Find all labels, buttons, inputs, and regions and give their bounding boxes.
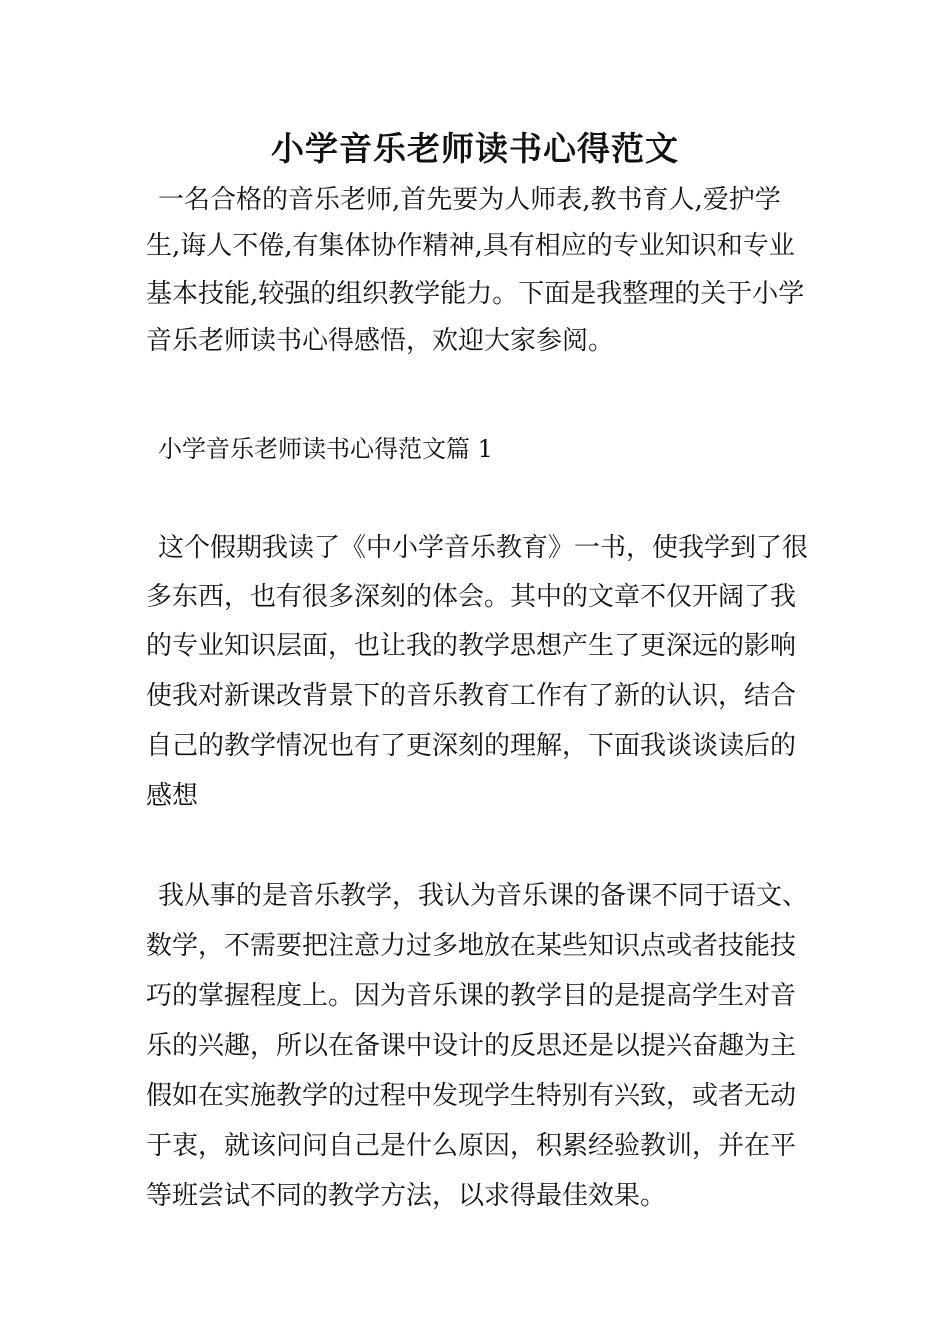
paragraph-line: 使我对新课改背景下的音乐教育工作有了新的认识，结合 (146, 681, 797, 711)
paragraph-line: 等班尝试不同的教学方法，以求得最佳效果。 (146, 1181, 667, 1211)
intro-line: 生,诲人不倦,有集体协作精神,具有相应的专业知识和专业 (146, 231, 795, 261)
paragraph-line: 乐的兴趣，所以在备课中设计的反思还是以提兴奋趣为主 (146, 1031, 797, 1061)
paragraph-line: 数学，不需要把注意力过多地放在某些知识点或者技能技 (146, 931, 797, 961)
paragraph-line: 的专业知识层面，也让我的教学思想产生了更深远的影响 (146, 631, 797, 661)
paragraph-line: 我从事的是音乐教学，我认为音乐课的备课不同于语文、 (158, 881, 809, 911)
paragraph-line: 假如在实施教学的过程中发现学生特别有兴致，或者无动 (146, 1081, 797, 1111)
paragraph-line: 这个假期我读了《中小学音乐教育》一书，使我学到了很 (158, 533, 809, 563)
intro-line: 基本技能,较强的组织教学能力。下面是我整理的关于小学 (146, 279, 805, 309)
paragraph-line: 感想 (146, 781, 199, 811)
paragraph-line: 多东西，也有很多深刻的体会。其中的文章不仅开阔了我 (146, 582, 797, 612)
intro-line: 音乐老师读书心得感悟，欢迎大家参阅。 (146, 326, 615, 356)
intro-line: 一名合格的音乐老师,首先要为人师表,教书育人,爱护学 (158, 185, 781, 215)
section-heading: 小学音乐老师读书心得范文篇 1 (158, 435, 493, 463)
paragraph-line: 自己的教学情况也有了更深刻的理解，下面我谈谈读后的 (146, 731, 797, 761)
document-title: 小学音乐老师读书心得范文 (271, 129, 679, 168)
paragraph-line: 于衷，就该问问自己是什么原因，积累经验教训，并在平 (146, 1131, 797, 1161)
paragraph-line: 巧的掌握程度上。因为音乐课的教学目的是提高学生对音 (146, 981, 797, 1011)
